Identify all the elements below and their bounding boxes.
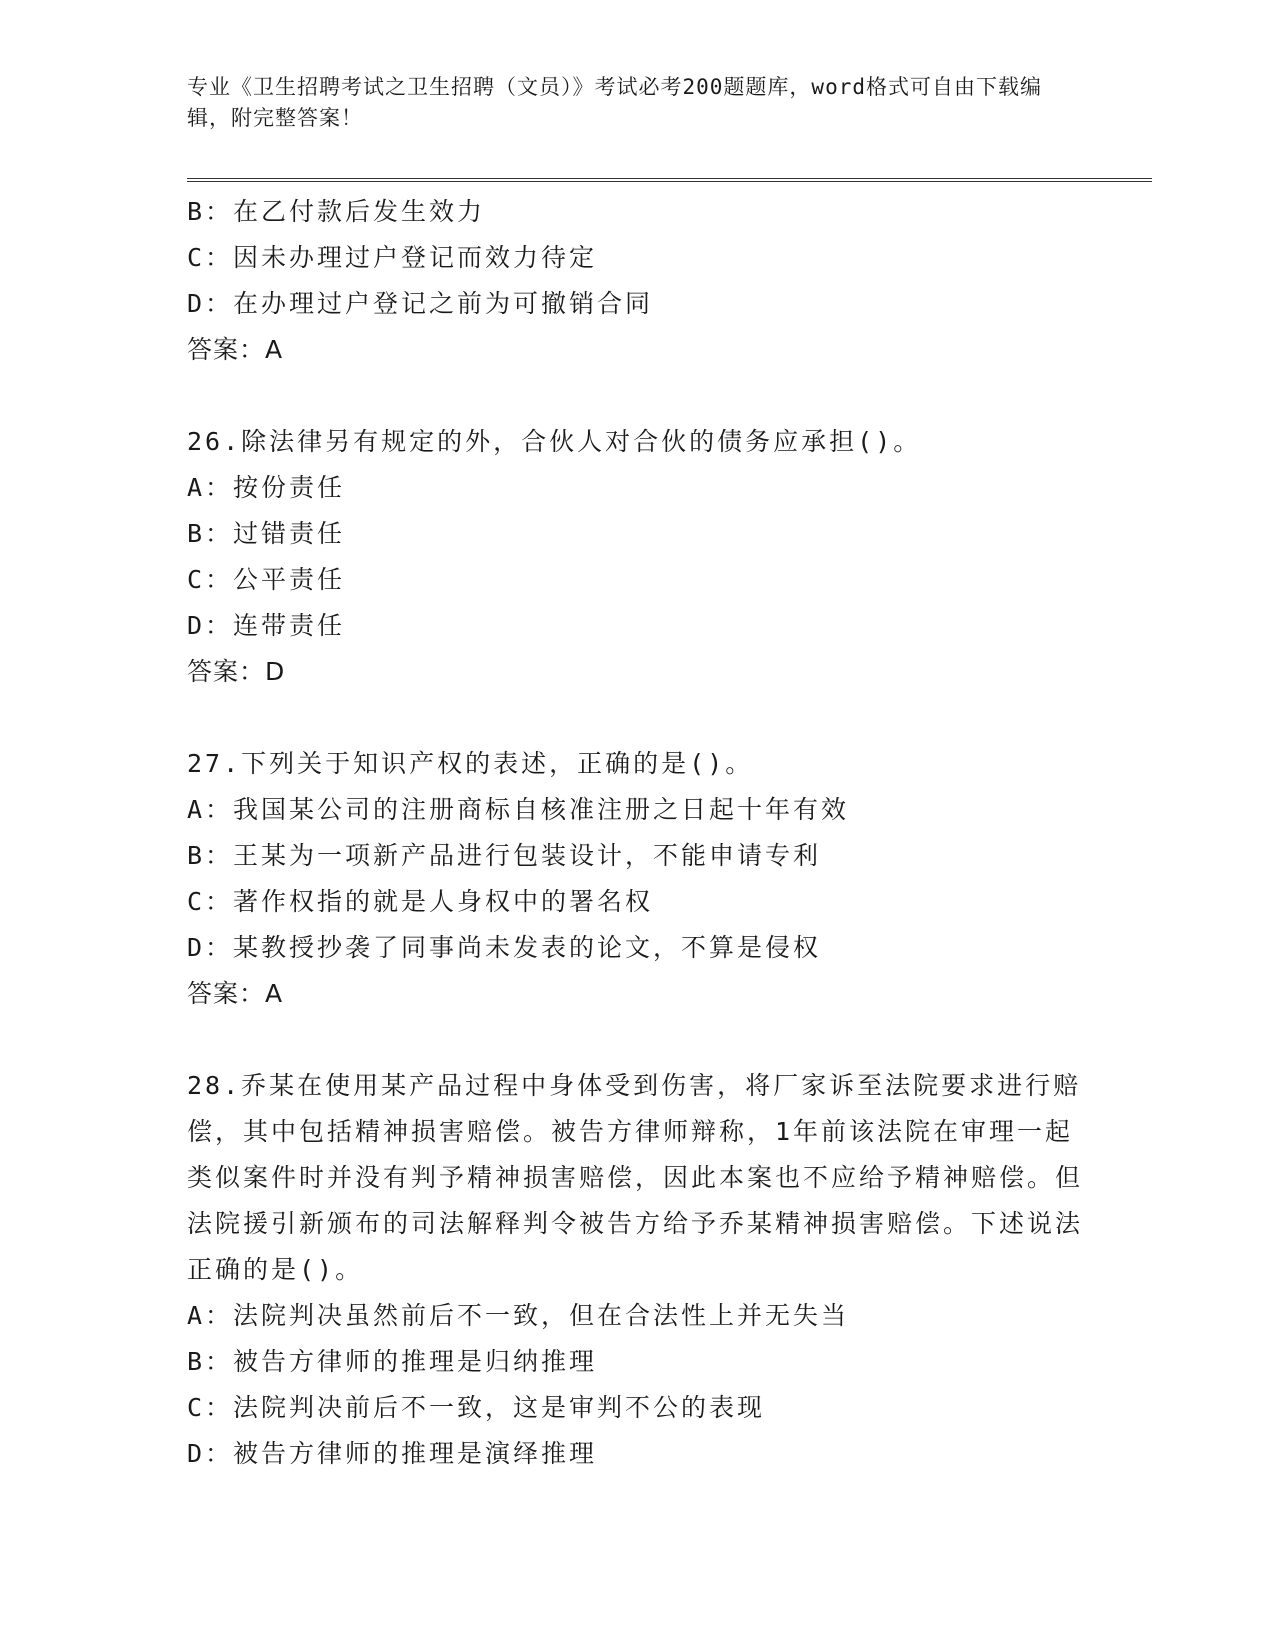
- answer-label: 答案：D: [187, 657, 286, 686]
- spacer: [187, 1017, 1087, 1063]
- option-d: D：某教授抄袭了同事尚未发表的论文，不算是侵权: [187, 933, 822, 962]
- answer-label: 答案：A: [187, 979, 284, 1008]
- option-b: B：被告方律师的推理是归纳推理: [187, 1347, 598, 1376]
- question-fragment: [187, 189, 1087, 373]
- option-c: C：著作权指的就是人身权中的署名权: [187, 887, 654, 916]
- question-26: [187, 419, 1087, 695]
- option-c: C：因未办理过户登记而效力待定: [187, 243, 598, 272]
- question-stem: 27.下列关于知识产权的表述，正确的是()。: [187, 749, 754, 778]
- option-b: B：过错责任: [187, 519, 346, 548]
- question-28: [187, 1063, 1087, 1477]
- header-divider: [187, 178, 1152, 182]
- option-d: D：被告方律师的推理是演绎推理: [187, 1439, 598, 1468]
- option-d: D：连带责任: [187, 611, 346, 640]
- option-c: C：法院判决前后不一致，这是审判不公的表现: [187, 1393, 766, 1422]
- question-stem: 26.除法律另有规定的外，合伙人对合伙的债务应承担()。: [187, 427, 922, 456]
- spacer: [187, 695, 1087, 741]
- option-c: C：公平责任: [187, 565, 346, 594]
- option-a: A：按份责任: [187, 473, 346, 502]
- question-27: [187, 741, 1087, 1017]
- answer-label: 答案：A: [187, 335, 284, 364]
- question-stem: 28.乔某在使用某产品过程中身体受到伤害，将厂家诉至法院要求进行赔偿，其中包括精神损害赔偿。被告方律师辩称，1年前该法院在审理一起类似案件时并没有判予精神损害赔偿，因此本案也不应给予精神赔偿。但法院援引新颁布的司法解释判令被告方给予乔某精神损害赔偿。下述说法正确的是()。: [187, 1071, 1084, 1284]
- spacer: [187, 373, 1087, 419]
- option-a: A：法院判决虽然前后不一致，但在合法性上并无失当: [187, 1301, 850, 1330]
- option-d: D：在办理过户登记之前为可撤销合同: [187, 289, 654, 318]
- question-list: [187, 189, 1087, 1477]
- option-a: A：我国某公司的注册商标自核准注册之日起十年有效: [187, 795, 850, 824]
- option-b: B：王某为一项新产品进行包装设计，不能申请专利: [187, 841, 822, 870]
- document-header: 专业《卫生招聘考试之卫生招聘（文员）》考试必考200题题库，word格式可自由下载编辑，附完整答案！: [187, 75, 1042, 130]
- option-b: B：在乙付款后发生效力: [187, 197, 486, 226]
